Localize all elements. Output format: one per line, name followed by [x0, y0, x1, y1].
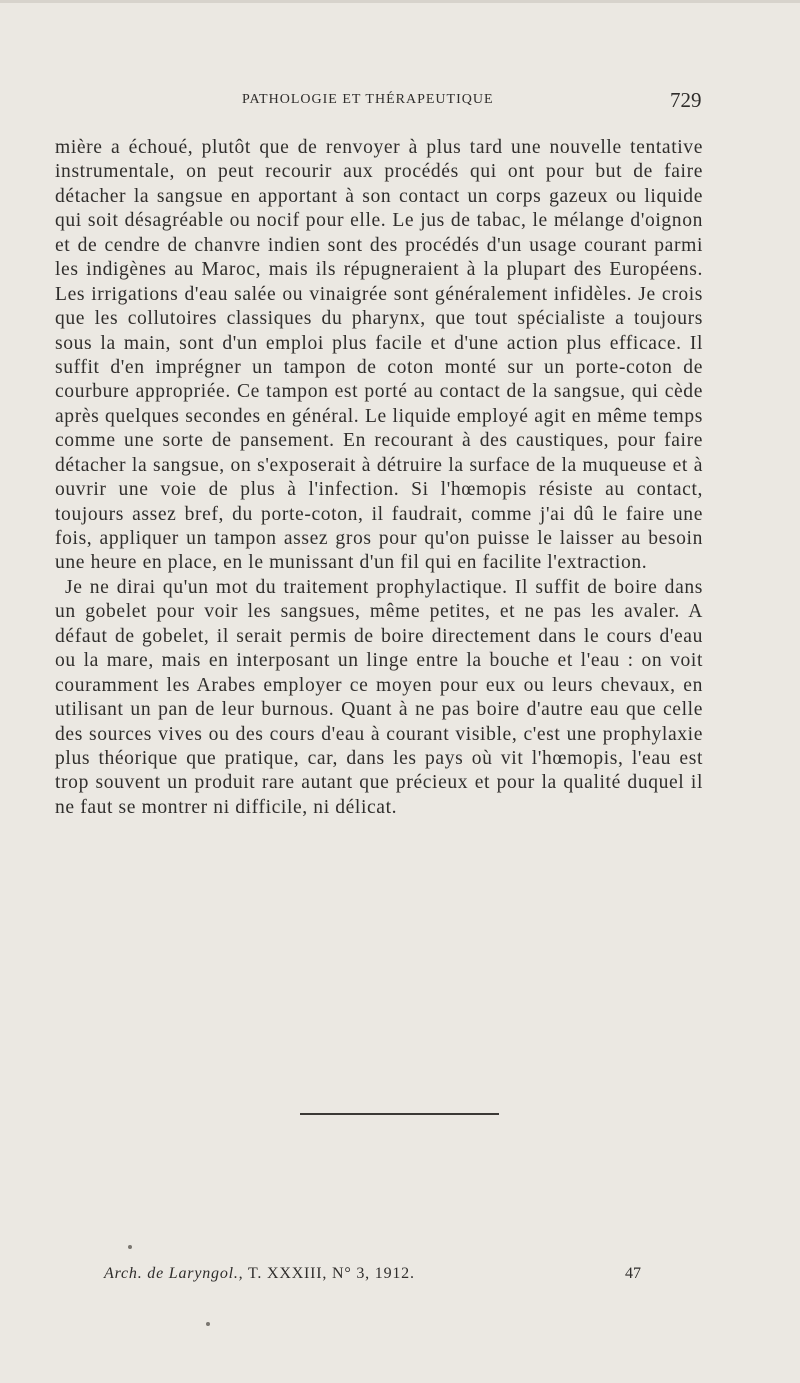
printer-signature: 47: [625, 1265, 641, 1282]
body-text: [55, 136, 703, 820]
running-head: [0, 88, 800, 116]
page-top-edge: [0, 0, 800, 3]
paragraph-prophylaxis: Je ne dirai qu'un mot du traitement prophylactique. Il suffit de boire dans un gobelet pour voir les sangsues, même petites, et ne pas les avaler. A défaut de gobelet, il serait permis de boire directement dans le cours d'eau ou la mare, mais en interposant un linge entre la bouche et l'eau : on voit couramment les Arabes employer ce moyen pour eux ou leurs chevaux, en utilisant un pan de leur burnous. Quant à ne pas boire d'autre eau que celle des sources vives ou des cours d'eau à courant visible, c'est une prophylaxie plus théorique que pratique, car, dans les pays où vit l'hœmopis, l'eau est trop souvent un produit rare autant que précieux et pour la qualité duquel il ne faut se montrer ni difficile, ni délicat.: [55, 576, 703, 818]
footer: [0, 1265, 800, 1291]
volume-issue: T. XXXIII, N° 3, 1912.: [248, 1265, 415, 1282]
end-rule: [300, 1113, 499, 1115]
journal-citation: [104, 1265, 415, 1283]
scan-speck: [128, 1245, 132, 1249]
journal-name: Arch. de Laryngol.,: [104, 1265, 244, 1282]
scan-speck: [206, 1322, 210, 1326]
paragraph-continued: mière a échoué, plutôt que de renvoyer à plus tard une nouvelle tentative instrumentale, on peut recourir aux procédés qui ont pour but de faire détacher la sangsue en apportant à son contact un corps gazeux ou liquide qui soit désagréable ou nocif pour elle. Le jus de tabac, le mélange d'oignon et de cendre de chanvre indien sont des procédés d'un usage courant parmi les indigènes au Maroc, mais ils répugneraient à la plupart des Européens. Les irrigations d'eau salée ou vinaigrée sont généralement infidèles. Je crois que les collutoires classiques du pharynx, que tout spécialiste a toujours sous la main, sont d'un emploi plus facile et d'une action plus efficace. Il suffit d'en imprégner un tampon de coton monté sur un porte-coton de courbure appropriée. Ce tampon est porté au contact de la sangsue, qui cède après quelques secondes en général. Le liquide employé agit en même temps comme une sorte de pansement. En recourant à des caustiques, pour faire détacher la sangsue, on s'exposerait à détruire la surface de la muqueuse et à ouvrir une voie de plus à l'infection. Si l'hœmopis résiste au contact, toujours assez bref, du porte-coton, il faudrait, comme j'ai dû le faire une fois, appliquer un tampon assez gros pour qu'on puisse le laisser au besoin une heure en place, en le munissant d'un fil qui en facilite l'extraction.: [55, 137, 703, 574]
page-number: 729: [670, 88, 702, 112]
running-title: PATHOLOGIE ET THÉRAPEUTIQUE: [242, 92, 494, 107]
